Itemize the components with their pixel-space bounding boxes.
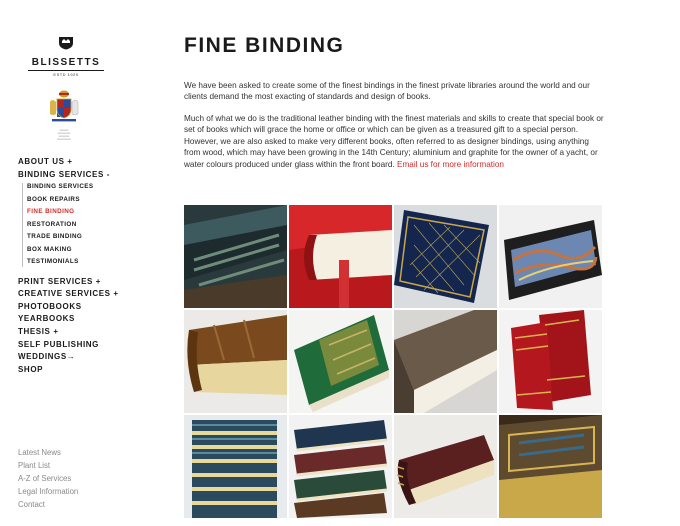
gallery-photo-2[interactable] bbox=[289, 205, 392, 308]
nav-item-yearbooks[interactable]: YEARBOOKS bbox=[18, 314, 75, 324]
gallery-photo-8[interactable] bbox=[499, 310, 602, 413]
footer-links bbox=[18, 446, 78, 511]
nav-item-shop[interactable]: SHOP bbox=[18, 364, 44, 374]
gallery-photo-9[interactable] bbox=[184, 415, 287, 518]
gallery-photo-3[interactable] bbox=[394, 205, 497, 308]
gallery-photo-10[interactable] bbox=[289, 415, 392, 518]
royal-warrant-badge bbox=[44, 90, 84, 141]
description-paragraph bbox=[184, 113, 606, 170]
nav-item-weddings[interactable]: WEDDINGS→ bbox=[18, 352, 76, 362]
logo-rule bbox=[28, 70, 104, 71]
royal-coat-of-arms-icon bbox=[44, 90, 84, 124]
nav-item-self-publishing[interactable]: SELF PUBLISHING bbox=[18, 339, 100, 349]
footer-link-contact[interactable]: Contact bbox=[18, 500, 45, 509]
main-nav bbox=[18, 156, 168, 376]
gallery-photo-4[interactable] bbox=[499, 205, 602, 308]
binding-services-submenu bbox=[18, 181, 168, 269]
logo-est: ESTD 1920 bbox=[53, 72, 79, 77]
gallery-photo-7[interactable] bbox=[394, 310, 497, 413]
footer-link-a-z-services[interactable]: A-Z of Services bbox=[18, 474, 72, 483]
nav-item-print-services[interactable]: PRINT SERVICES + bbox=[18, 276, 102, 286]
subnav-item-binding-services[interactable]: BINDING SERVICES bbox=[27, 183, 94, 191]
nav-item-creative-services[interactable]: CREATIVE SERVICES + bbox=[18, 289, 119, 299]
subnav-item-box-making[interactable]: BOX MAKING bbox=[27, 245, 72, 253]
book-gallery bbox=[184, 205, 604, 520]
blissetts-logo[interactable] bbox=[26, 36, 106, 77]
description-text: Much of what we do is the traditional leather binding with the finest materials and skills to create that special book or set of books which will grace the home or office or which can be given as a treasured gift to a special person. However, we are also asked to make very different books, often referred to as designer bindings, using anything from wood, which may have been growing in the 14th Century; aluminium and graphite for the owner of a yacht, or water colours produced under glass within the front board. bbox=[184, 114, 604, 169]
gallery-photo-11[interactable] bbox=[394, 415, 497, 518]
crest-icon bbox=[58, 36, 74, 50]
gallery-photo-12[interactable] bbox=[499, 415, 602, 518]
footer-link-legal-information[interactable]: Legal Information bbox=[18, 487, 79, 496]
subnav-item-book-repairs[interactable]: BOOK REPAIRS bbox=[27, 195, 80, 203]
gallery-photo-6[interactable] bbox=[289, 310, 392, 413]
gallery-photo-1[interactable] bbox=[184, 205, 287, 308]
subnav-item-restoration[interactable]: RESTORATION bbox=[27, 220, 77, 228]
warrant-fineprint: ═════ ═══════ ══════ ════════ bbox=[56, 129, 72, 141]
nav-item-binding-services[interactable]: BINDING SERVICES - bbox=[18, 169, 110, 179]
gallery-photo-5[interactable] bbox=[184, 310, 287, 413]
email-us-link[interactable]: Email us for more information bbox=[397, 159, 504, 169]
nav-item-thesis[interactable]: THESIS + bbox=[18, 327, 59, 337]
nav-item-photobooks[interactable]: PHOTOBOOKS bbox=[18, 301, 82, 311]
sidebar bbox=[18, 0, 168, 526]
footer-link-plant-list[interactable]: Plant List bbox=[18, 461, 51, 470]
nav-item-about-us[interactable]: ABOUT US + bbox=[18, 157, 73, 166]
page-title: FINE BINDING bbox=[184, 34, 345, 57]
subnav-item-fine-binding[interactable]: FINE BINDING bbox=[27, 208, 75, 216]
subnav-item-testimonials[interactable]: TESTIMONIALS bbox=[27, 258, 79, 266]
logo-wordmark: BLISSETTS bbox=[31, 57, 101, 68]
footer-link-latest-news[interactable]: Latest News bbox=[18, 448, 61, 457]
intro-paragraph: We have been asked to create some of the finest bindings in the finest private libraries around the world and our clients demand the most exacting of standards and design of books. bbox=[184, 81, 590, 102]
subnav-item-trade-binding[interactable]: TRADE BINDING bbox=[27, 233, 83, 241]
